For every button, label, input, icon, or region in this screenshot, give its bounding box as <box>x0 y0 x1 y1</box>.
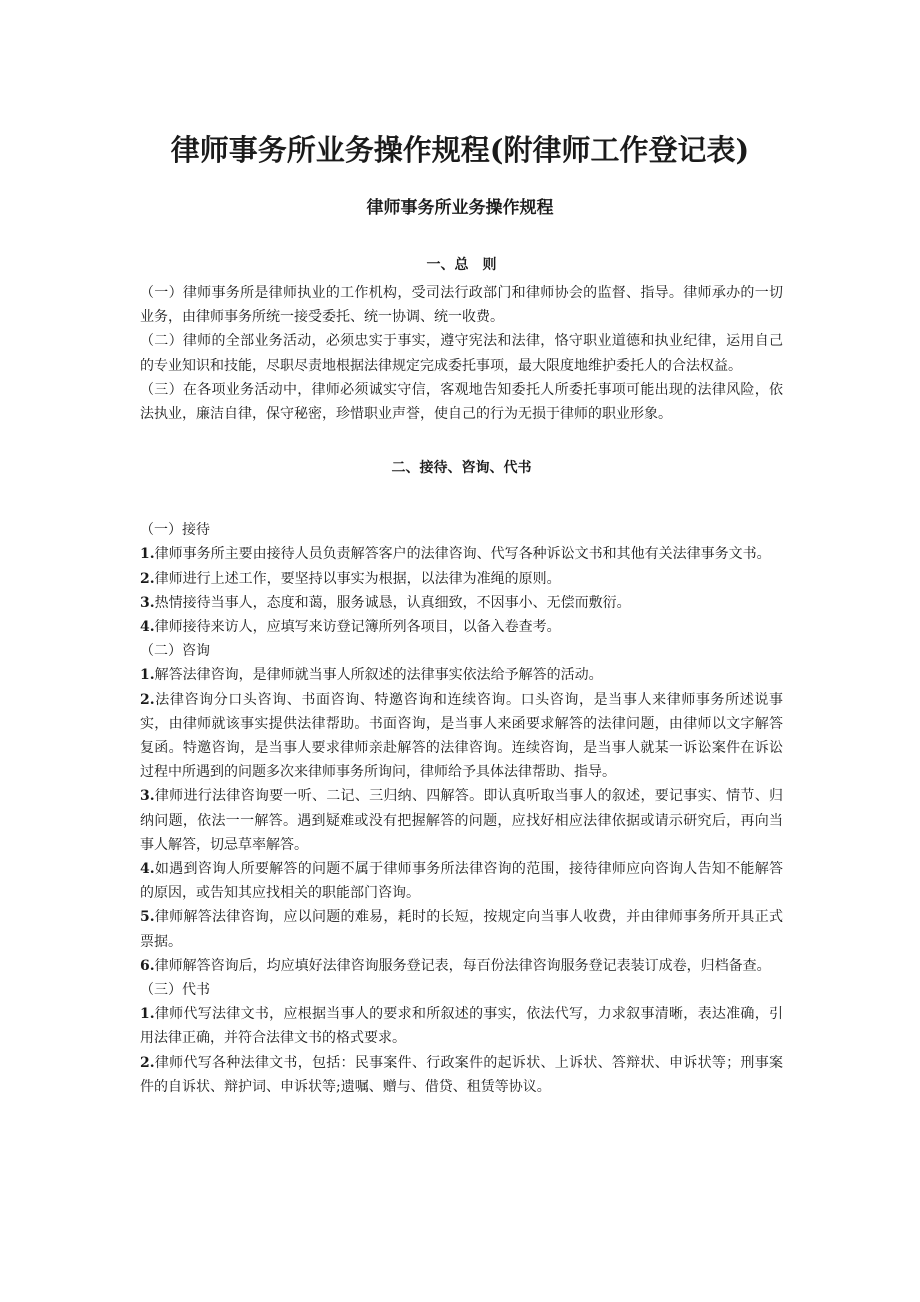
list-item <box>140 1051 783 1099</box>
list-item <box>140 954 783 978</box>
list-item <box>140 688 783 785</box>
item-number: 2. <box>140 691 155 708</box>
item-number: 3. <box>140 788 155 805</box>
subheading-consultation: （二）咨询 <box>140 643 210 660</box>
list-item <box>140 591 783 615</box>
section-heading-reception-consult-draft: 二、接待、咨询、代书 <box>391 460 532 477</box>
item-number: 1. <box>140 1006 155 1023</box>
item-text: 解答法律咨询，是律师就当事人所叙述的法律事实依法给予解答的活动。 <box>154 667 603 684</box>
item-text: 律师进行法律咨询要一听、二记、三归纳、四解答。即认真听取当事人的叙述，要记事实、情节、归纳问题，依法一一解答。遇到疑难或没有把握解答的问题，应找好相应法律依据或请示研究后，再向当事人解答，切忌草率解答。 <box>140 788 783 853</box>
item-number: 3. <box>140 594 155 611</box>
list-item <box>140 567 783 591</box>
list-item <box>140 615 783 639</box>
item-number: 6. <box>140 957 155 974</box>
item-text: 律师代写法律文书，应根据当事人的要求和所叙述的事实，依法代写，力求叙事清晰，表达准确，引用法律正确，并符合法律文书的格式要求。 <box>140 1006 783 1047</box>
list-item <box>140 663 783 687</box>
item-text: 律师进行上述工作，要坚持以事实为根据，以法律为准绳的原则。 <box>154 570 561 587</box>
item-number: 2. <box>140 570 155 587</box>
item-text: 法律咨询分口头咨询、书面咨询、特邀咨询和连续咨询。口头咨询，是当事人来律师事务所述说事实，由律师就该事实提供法律帮助。书面咨询，是当事人来函要求解答的法律问题，由律师以文字解答复函。特邀咨询，是当事人要求律师亲赴解答的法律咨询。连续咨询，是当事人就某一诉讼案件在诉讼过程中所遇到的问题多次来律师事务所询问，律师给予具体法律帮助、指导。 <box>140 691 783 781</box>
item-number: 4. <box>140 619 155 636</box>
document-subtitle: 律师事务所业务操作规程 <box>366 198 554 218</box>
item-number: 4. <box>140 861 155 878</box>
item-number: 1. <box>140 546 155 563</box>
item-number: 2. <box>140 1054 155 1071</box>
item-number: 5. <box>140 909 155 926</box>
list-item <box>140 857 783 905</box>
item-text: 律师接待来访人，应填写来访登记簿所列各项目，以备入卷查考。 <box>154 619 561 636</box>
list-item <box>140 1002 783 1050</box>
item-text: 律师代写各种法律文书，包括：民事案件、行政案件的起诉状、上诉状、答辩状、申诉状等；刑事案件的自诉状、辩护词、申诉状等;遗嘱、赠与、借贷、租赁等协议。 <box>140 1054 783 1095</box>
document-body <box>140 252 783 1099</box>
item-text: 如遇到咨询人所要解答的问题不属于律师事务所法律咨询的范围，接待律师应向咨询人告知不能解答的原因，或告知其应找相关的职能部门咨询。 <box>140 861 783 902</box>
section-heading-general: 一、总 则 <box>426 257 497 273</box>
subheading-drafting: （三）代书 <box>140 982 210 999</box>
list-item <box>140 905 783 953</box>
subheading-reception: （一）接待 <box>140 522 210 539</box>
item-text: 律师解答法律咨询，应以问题的难易，耗时的长短，按规定向当事人收费，并由律师事务所开具正式票据。 <box>140 909 783 950</box>
item-text: 律师事务所主要由接待人员负责解答客户的法律咨询、代写各种诉讼文书和其他有关法律事务文书。 <box>154 546 771 563</box>
paragraph: （二）律师的全部业务活动，必须忠实于事实，遵守宪法和法律，恪守职业道德和执业纪律，运用自己的专业知识和技能，尽职尽责地根据法律规定完成委托事项，最大限度地维护委托人的合法权益。 <box>140 333 783 374</box>
item-text: 热情接待当事人，态度和蔼，服务诚恳，认真细致，不因事小、无偿而敷衍。 <box>154 594 631 611</box>
document-title: 律师事务所业务操作规程(附律师工作登记表) <box>170 133 750 167</box>
paragraph: （一）律师事务所是律师执业的工作机构，受司法行政部门和律师协会的监督、指导。律师承办的一切业务，由律师事务所统一接受委托、统一协调、统一收费。 <box>140 285 783 326</box>
list-item <box>140 784 783 857</box>
paragraph: （三）在各项业务活动中，律师必须诚实守信，客观地告知委托人所委托事项可能出现的法律风险，依法执业，廉洁自律，保守秘密，珍惜职业声誉，使自己的行为无损于律师的职业形象。 <box>140 381 783 423</box>
item-number: 1. <box>140 667 155 684</box>
list-item <box>140 542 783 566</box>
item-text: 律师解答咨询后，均应填好法律咨询服务登记表，每百份法律咨询服务登记表装订成卷，归档备查。 <box>154 957 771 974</box>
